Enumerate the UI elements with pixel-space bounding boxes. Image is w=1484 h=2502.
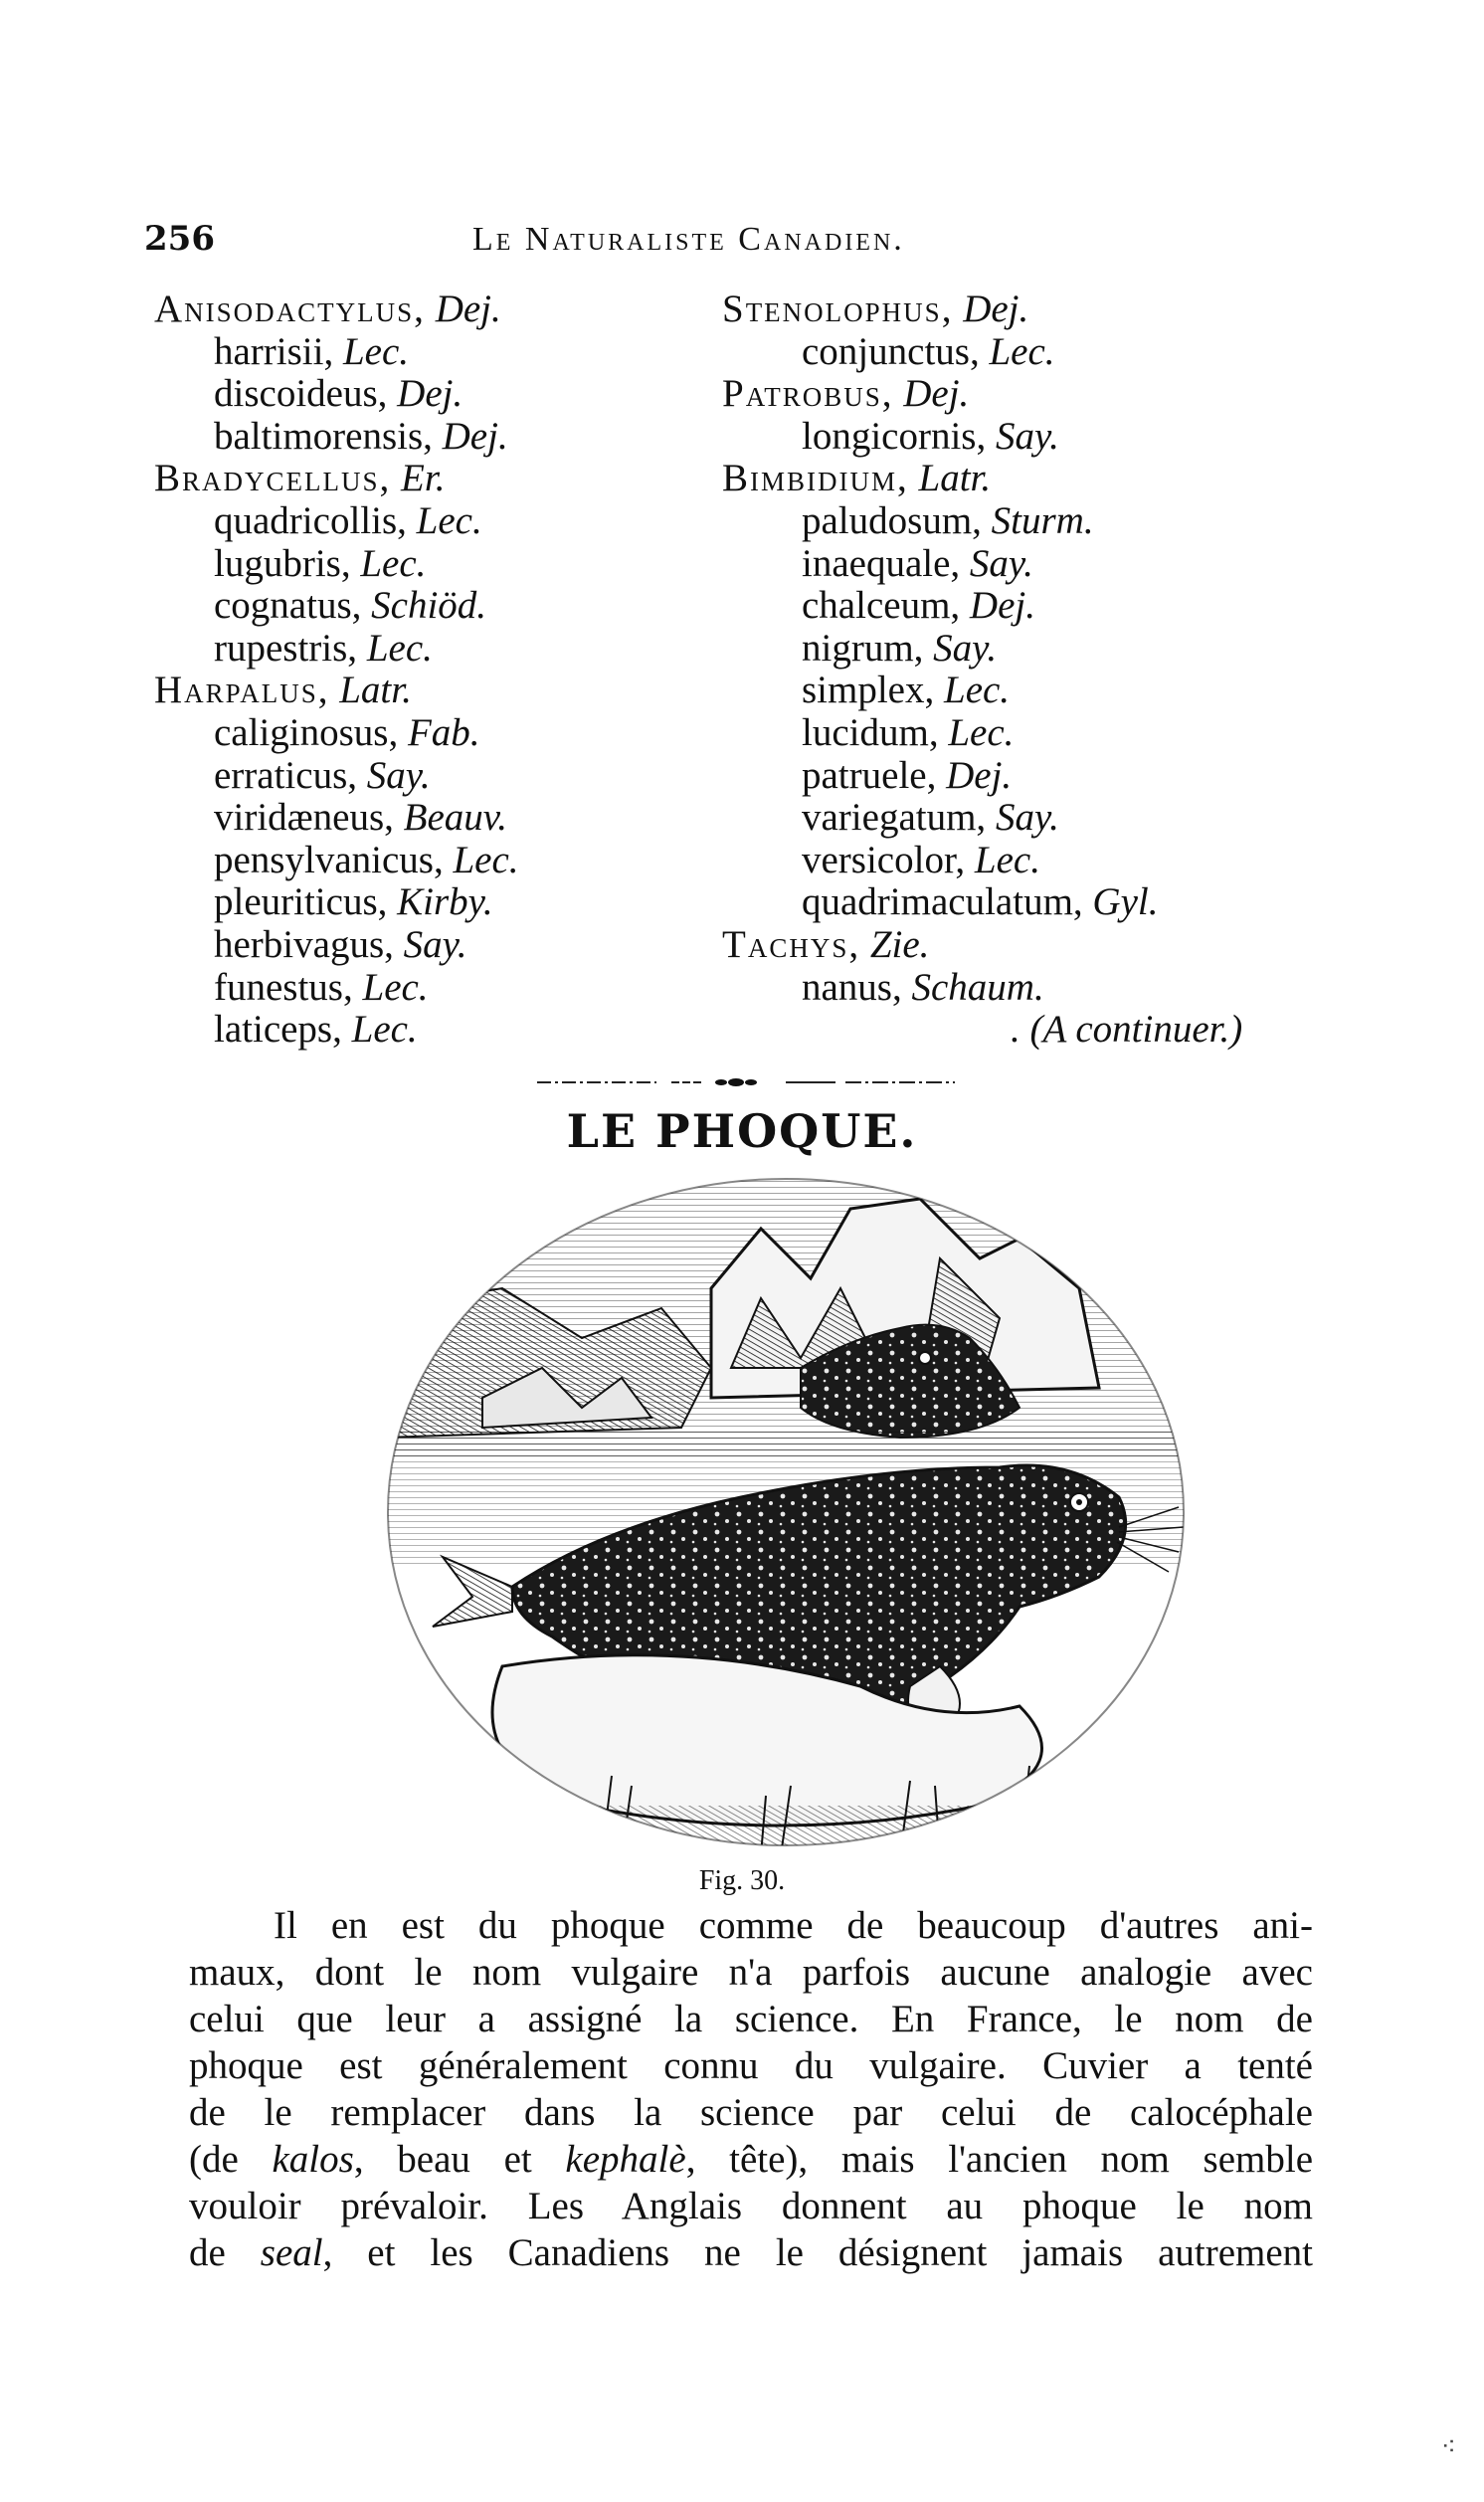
species-entry — [714, 628, 1331, 671]
species-entry — [154, 967, 711, 1010]
species-name: longicornis, — [802, 414, 987, 458]
species-entry — [714, 712, 1331, 755]
running-head: Le Naturaliste Canadien. — [472, 221, 905, 258]
species-entry — [154, 840, 711, 882]
species-entry — [154, 881, 711, 924]
species-entry — [154, 585, 711, 628]
genus-name: Anisodactylus, — [154, 288, 426, 330]
species-name: funestus, — [214, 965, 353, 1009]
text-segment: celui que leur a assigné la science. En France, le nom de — [189, 1998, 1313, 2040]
text-segment: vouloir prévaloir. Les Anglais donnent au phoque le nom — [189, 2185, 1313, 2227]
species-name: inaequale, — [802, 541, 961, 585]
species-entry — [714, 670, 1331, 712]
author-abbrev: Dej. — [969, 584, 1035, 628]
author-abbrev: Kirby. — [397, 880, 493, 924]
species-name: nigrum, — [802, 626, 924, 670]
species-name: conjunctus, — [802, 329, 980, 373]
species-name: variegatum, — [802, 796, 987, 840]
continued-note — [714, 1009, 1331, 1052]
genus-name: Stenolophus, — [722, 288, 954, 330]
species-entry — [714, 797, 1331, 840]
species-name: herbivagus, — [214, 922, 394, 966]
author-abbrev: Beauv. — [403, 796, 507, 840]
author-abbrev: Dej. — [903, 372, 970, 416]
author-abbrev: Say. — [403, 922, 467, 966]
author-abbrev: Zie. — [869, 922, 930, 966]
species-entry — [714, 967, 1331, 1010]
author-abbrev: Lec. — [351, 1008, 418, 1052]
species-entry — [154, 373, 711, 416]
section-title: LE PHOQUE. — [566, 1104, 918, 1158]
species-name: pleuriticus, — [214, 880, 388, 924]
genus-entry — [714, 458, 1331, 500]
author-abbrev: Lec. — [974, 838, 1040, 881]
figure-caption: Fig. 30. — [698, 1865, 786, 1896]
italic-term: kephalè — [565, 2138, 686, 2181]
author-abbrev: Say. — [995, 796, 1059, 840]
text-segment: de — [189, 2231, 261, 2274]
species-list-right — [714, 289, 1331, 1052]
species-entry — [154, 755, 711, 798]
author-abbrev: (A continuer.) — [1029, 1008, 1243, 1052]
body-line — [189, 2183, 1313, 2229]
body-line — [189, 2089, 1313, 2136]
species-entry — [714, 416, 1331, 459]
genus-name: Harpalus, — [154, 669, 330, 712]
species-entry — [154, 543, 711, 586]
italic-term: kalos — [272, 2138, 354, 2181]
scan-mark: ⁖ — [1440, 2432, 1456, 2462]
species-name: laticeps, — [214, 1008, 342, 1052]
text-segment: , et les Canadiens ne le désignent jamais autrement — [322, 2231, 1314, 2274]
species-entry — [714, 331, 1331, 374]
species-entry — [714, 500, 1331, 543]
author-abbrev: Er. — [401, 457, 446, 500]
species-entry — [154, 712, 711, 755]
text-segment: phoque est généralement connu du vulgaire. Cuvier a tenté — [189, 2044, 1313, 2087]
species-name: baltimorensis, — [214, 414, 433, 458]
body-paragraph — [189, 1902, 1313, 2276]
author-abbrev: Dej. — [397, 372, 464, 416]
text-segment: , beau et — [353, 2138, 566, 2181]
genus-entry — [714, 289, 1331, 331]
species-entry — [714, 585, 1331, 628]
species-name: lucidum, — [802, 710, 939, 754]
author-abbrev: Fab. — [407, 710, 480, 754]
text-segment: de le remplacer dans la science par celui de calocéphale — [189, 2091, 1313, 2134]
page-header — [144, 219, 1318, 269]
species-name: discoideus, — [214, 372, 388, 416]
species-entry — [154, 416, 711, 459]
species-name: patruele, — [802, 753, 937, 797]
continued-dot: . — [1011, 1008, 1020, 1052]
author-abbrev: Schiöd. — [371, 584, 487, 628]
author-abbrev: Dej. — [435, 288, 501, 330]
species-name: caliginosus, — [214, 710, 399, 754]
species-name: viridæneus, — [214, 796, 394, 840]
italic-term: seal — [260, 2231, 323, 2274]
author-abbrev: Lec. — [366, 626, 433, 670]
author-abbrev: Dej. — [963, 288, 1029, 330]
species-name: paludosum, — [802, 498, 982, 542]
species-entry — [154, 331, 711, 374]
author-abbrev: Latr. — [918, 457, 992, 500]
body-line — [189, 1996, 1313, 2042]
genus-entry — [714, 924, 1331, 967]
genus-entry — [714, 373, 1331, 416]
author-abbrev: Gyl. — [1092, 880, 1159, 924]
species-name: quadricollis, — [214, 498, 407, 542]
text-segment: (de — [189, 2138, 273, 2181]
author-abbrev: Lec. — [948, 710, 1015, 754]
author-abbrev: Lec. — [360, 541, 427, 585]
author-abbrev: Schaum. — [911, 965, 1044, 1009]
species-name: pensylvanicus, — [214, 838, 444, 881]
author-abbrev: Lec. — [362, 965, 429, 1009]
body-line — [189, 2042, 1313, 2089]
species-name: lugubris, — [214, 541, 351, 585]
page-number: 256 — [144, 219, 215, 259]
author-abbrev: Say. — [933, 626, 998, 670]
species-entry — [714, 840, 1331, 882]
species-name: cognatus, — [214, 584, 362, 628]
author-abbrev: Lec. — [453, 838, 519, 881]
author-abbrev: Dej. — [442, 414, 508, 458]
species-name: rupestris, — [214, 626, 358, 670]
author-abbrev: Lec. — [989, 329, 1055, 373]
body-line — [189, 1902, 1313, 1949]
genus-name: Bimbidium, — [722, 457, 909, 500]
species-name: versicolor, — [802, 838, 966, 881]
author-abbrev: Say. — [995, 414, 1059, 458]
author-abbrev: Lec. — [944, 669, 1011, 712]
author-abbrev: Lec. — [416, 498, 482, 542]
genus-name: Tachys, — [722, 922, 861, 966]
genus-name: Bradycellus, — [154, 457, 392, 500]
species-list-left — [154, 289, 711, 1052]
species-entry — [714, 755, 1331, 798]
species-entry — [154, 628, 711, 671]
species-entry — [714, 881, 1331, 924]
species-name: harrisii, — [214, 329, 334, 373]
species-entry — [154, 1009, 711, 1052]
species-entry — [154, 500, 711, 543]
species-name: nanus, — [802, 965, 902, 1009]
genus-entry — [154, 458, 711, 500]
body-line — [189, 1949, 1313, 1996]
body-line — [189, 2229, 1313, 2276]
text-segment: maux, dont le nom vulgaire n'a parfois aucune analogie avec — [189, 1951, 1313, 1994]
species-entry — [714, 543, 1331, 586]
ornamental-divider — [537, 1076, 955, 1088]
author-abbrev: Say. — [366, 753, 431, 797]
species-name: chalceum, — [802, 584, 961, 628]
author-abbrev: Lec. — [342, 329, 410, 373]
species-name: quadrimaculatum, — [802, 880, 1083, 924]
genus-entry — [154, 289, 711, 331]
seal-engraving — [383, 1169, 1189, 1855]
text-segment: , tête), mais l'ancien nom semble — [685, 2138, 1314, 2181]
species-entry — [154, 797, 711, 840]
species-name: erraticus, — [214, 753, 358, 797]
species-entry — [154, 924, 711, 967]
species-name: simplex, — [802, 669, 935, 712]
genus-name: Patrobus, — [722, 372, 894, 416]
author-abbrev: Dej. — [946, 753, 1013, 797]
text-segment: Il en est du phoque comme de beaucoup d'autres ani- — [274, 1904, 1313, 1947]
author-abbrev: Latr. — [339, 669, 412, 712]
body-line — [189, 2136, 1313, 2183]
author-abbrev: Say. — [969, 541, 1033, 585]
genus-entry — [154, 670, 711, 712]
author-abbrev: Sturm. — [991, 498, 1094, 542]
